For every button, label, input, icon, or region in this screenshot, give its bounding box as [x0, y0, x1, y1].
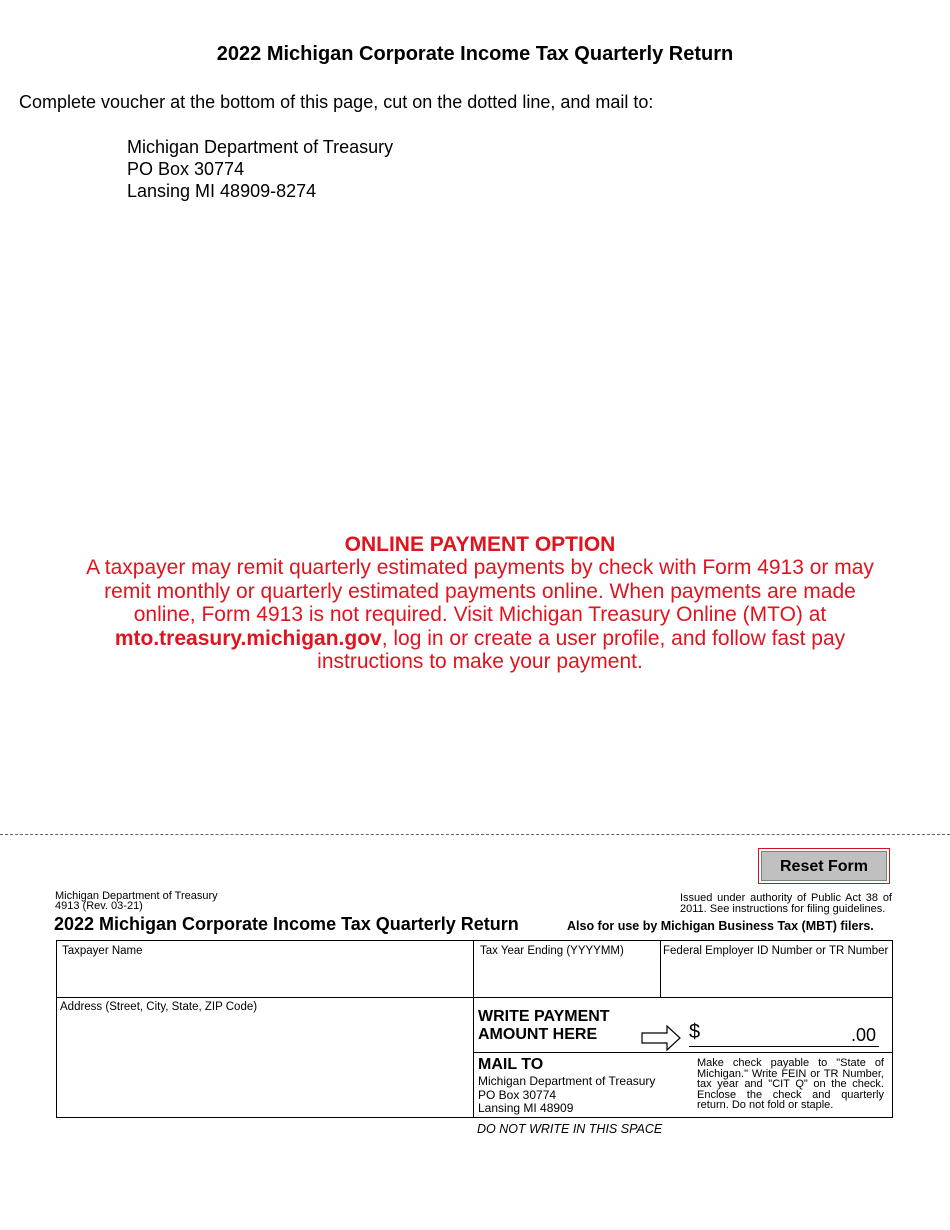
- reset-form-label: Reset Form: [761, 851, 887, 881]
- online-payment-text-after: , log in or create a user profile, and follow fast pay instructions to make your payment.: [317, 626, 846, 674]
- mail-to-line-1: Michigan Department of Treasury: [478, 1074, 656, 1088]
- address-line-1: Michigan Department of Treasury: [127, 137, 394, 157]
- online-payment-notice: [80, 533, 880, 673]
- fein-field[interactable]: Federal Employer ID Number or TR Number: [663, 945, 889, 957]
- divider-horizontal-1: [57, 997, 892, 998]
- mailing-address: [127, 136, 393, 202]
- divider-vertical-main: [473, 941, 474, 1117]
- divider-horizontal-2: [473, 1052, 892, 1053]
- online-payment-text-before: A taxpayer may remit quarterly estimated payments by check with Form 4913 or may remit monthly or quarterly estimated payments online. When payments are made online, Form 4913 is not required. Visit Michigan Treasury Online (MTO) at: [86, 556, 874, 627]
- do-not-write-note: DO NOT WRITE IN THIS SPACE: [477, 1122, 663, 1136]
- online-payment-heading: ONLINE PAYMENT OPTION: [344, 533, 616, 556]
- mail-to-line-2: PO Box 30774: [478, 1087, 557, 1102]
- address-field[interactable]: Address (Street, City, State, ZIP Code): [60, 1001, 258, 1013]
- address-line-2: PO Box 30774: [127, 159, 245, 179]
- voucher-title: 2022 Michigan Corporate Income Tax Quarterly Return: [54, 914, 519, 934]
- divider-vertical-top: [660, 941, 661, 997]
- intro-instructions: Complete voucher at the bottom of this page, cut on the dotted line, and mail to:: [19, 92, 654, 112]
- voucher-form: [56, 940, 893, 1118]
- payment-amount-field[interactable]: .00: [851, 1025, 877, 1045]
- mail-to-address: [478, 1075, 655, 1116]
- address-line-3: Lansing MI 48909-8274: [127, 181, 317, 201]
- dollar-sign: $: [689, 1021, 701, 1043]
- online-payment-text: [80, 556, 880, 673]
- form-revision: 4913 (Rev. 03-21): [55, 900, 143, 912]
- reset-form-button[interactable]: [758, 848, 890, 884]
- arrow-right-icon: [641, 1025, 681, 1051]
- page-title: 2022 Michigan Corporate Income Tax Quarterly Return: [216, 43, 734, 65]
- authority-note: Issued under authority of Public Act 38 of 2011. See instructions for filing guidelines.: [680, 892, 892, 915]
- check-instructions: Make check payable to "State of Michigan." Write FEIN or TR Number, tax year and "CIT Q" on the check. Enclose the check and quarterly return. Do not fold or staple.: [697, 1057, 884, 1112]
- voucher-department: Michigan Department of Treasury: [55, 890, 218, 902]
- mail-to-heading: MAIL TO: [478, 1056, 544, 1073]
- cut-line: [0, 834, 950, 835]
- tax-year-ending-field[interactable]: Tax Year Ending (YYYYMM): [480, 945, 624, 957]
- mail-to-line-3: Lansing MI 48909: [478, 1101, 574, 1115]
- payment-amount-underline: [689, 1046, 879, 1047]
- payment-instruction: [478, 1008, 610, 1044]
- mto-link: mto.treasury.michigan.gov: [114, 626, 382, 650]
- payment-instruction-line-1: WRITE PAYMENT: [478, 1008, 610, 1025]
- mbt-note: Also for use by Michigan Business Tax (MBT) filers.: [567, 919, 874, 933]
- payment-instruction-line-2: AMOUNT HERE: [478, 1026, 598, 1043]
- taxpayer-name-field[interactable]: Taxpayer Name: [62, 945, 143, 957]
